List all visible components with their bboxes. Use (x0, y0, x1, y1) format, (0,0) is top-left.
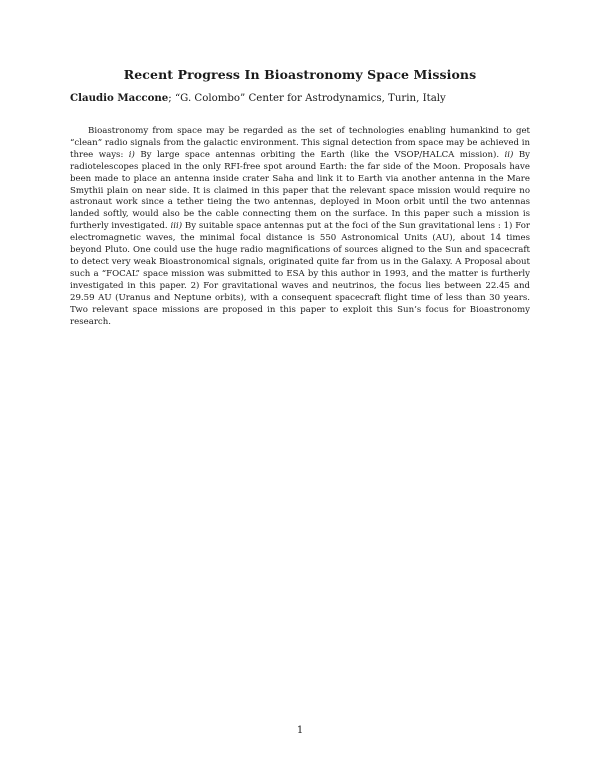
abstract-text-3: By radiotelescopes placed in the only RFI-free spot around Earth: the far side of the Moon. Proposals have been made to place an antenna inside crater Saha and link it to Earth via another antenna in the Mare Smythii plain on near side. It is claimed in this paper that the relevant space mission would require no astronaut work since a tether tieing the two antennas, deployed in Moon orbit until the two antennas landed softly, would also be the cable connecting them on the surface. In this paper such a mission is furtherly investigated. (70, 149, 530, 232)
abstract-paragraph (70, 126, 530, 328)
author-name: Claudio Maccone (70, 92, 169, 104)
abstract-text-4: By suitable space antennas put at the foci of the Sun gravitational lens : 1) For electromagnetic waves, the minimal focal distance is 550 Astronomical Units (AU), about 14 times beyond Pluto. One could use the huge radio magnifications of sources aligned to the Sun and spacecraft to detect very weak Bioastronomical signals, originated quite far from us in the Galaxy. A Proposal about such a “FOCAL” space mission was submitted to ESA by this author in 1993, and the matter is furtherly investigated in this paper. 2) For gravitational waves and neutrinos, the focus lies between 22.45 and 29.59 AU (Uranus and Neptune orbits), with a consequent spacecraft flight time of less than 30 years. Two relevant space missions are proposed in this paper to exploit this Sun’s focus for Bioastronomy research. (70, 221, 530, 327)
abstract-text-2: By large space antennas orbiting the Earth (like the VSOP/HALCA mission). (134, 149, 505, 160)
paper-title: Recent Progress In Bioastronomy Space Missions (123, 67, 477, 82)
abstract-text-1: Bioastronomy from space may be regarded as the set of technologies enabling humankind to get “clean” radio signals from the galactic environment. This signal detection from space may be achieved in three ways: (70, 126, 530, 160)
page-number: 1 (296, 725, 304, 736)
affiliation: ; “G. Colombo” Center for Astrodynamics, Turin, Italy (168, 93, 446, 104)
author-affiliation-line (70, 92, 446, 104)
item-marker-1: i) (128, 149, 135, 160)
item-marker-3: iii) (170, 221, 183, 232)
item-marker-2: ii) (504, 149, 514, 160)
